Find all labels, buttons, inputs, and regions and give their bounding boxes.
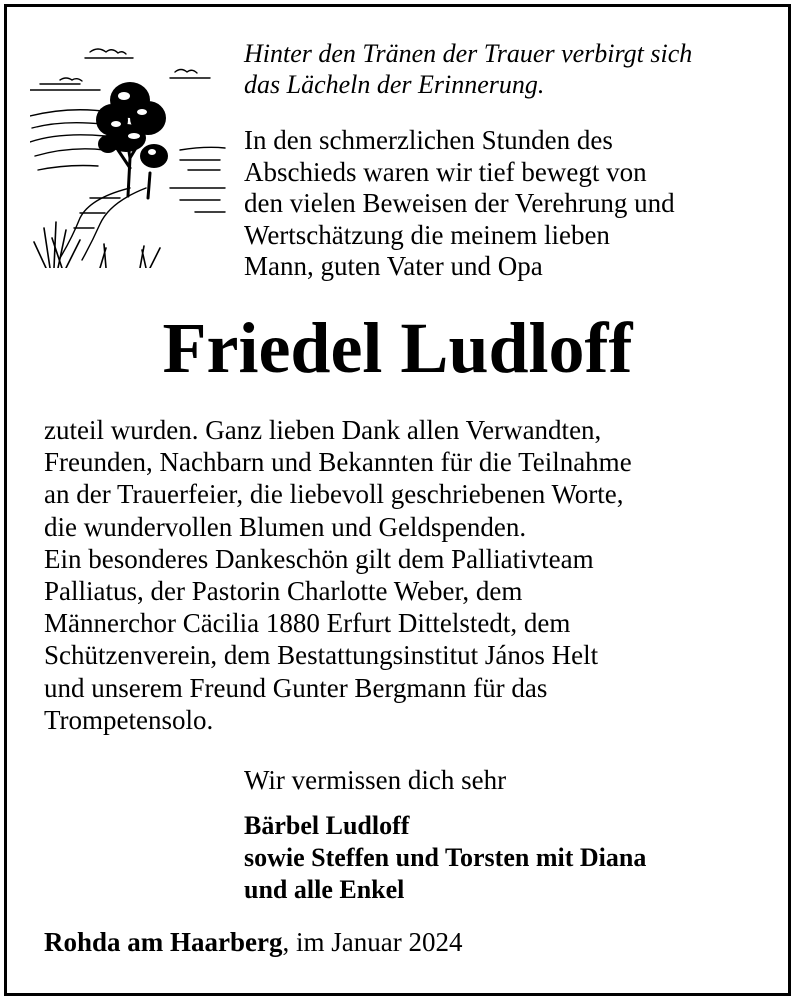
intro-line: Mann, guten Vater und Opa — [244, 251, 543, 281]
thanks-line: an der Trauerfeier, die liebevoll geschriebenen Worte, — [44, 479, 624, 510]
thanks-line: Freunden, Nachbarn und Bekannten für die Teilnahme — [44, 447, 632, 478]
intro-line: Wertschätzung die meinem lieben — [244, 219, 610, 250]
quote-line: Hinter den Tränen der Trauer verbirgt sich — [244, 39, 693, 68]
place-date: , im Januar 2024 — [282, 927, 463, 957]
intro-line: In den schmerzlichen Stunden des — [244, 125, 613, 155]
thanks-line: Schützenverein, dem Bestattungsinstitut János Helt — [44, 640, 599, 671]
thanks-line: die wundervollen Blumen und Geldspenden. — [44, 511, 527, 542]
family-line: Bärbel Ludloff — [244, 811, 410, 840]
signoff: Wir vermissen dich sehr — [244, 765, 507, 795]
thanks-line: zuteil wurden. Ganz lieben Dank allen Verwandten, — [44, 415, 602, 445]
place-location: Rohda am Haarberg — [44, 927, 283, 957]
intro-line: den vielen Beweisen der Verehrung und — [244, 188, 675, 218]
thanks-text — [44, 414, 764, 736]
thanks-line: Ein besonderes Dankeschön gilt dem Palliativteam — [44, 543, 594, 574]
quote — [244, 38, 774, 100]
thanks-line: und unserem Freund Gunter Bergmann für das — [44, 672, 548, 703]
family-line: und alle Enkel — [244, 875, 405, 904]
thanks-line: Palliatus, der Pastorin Charlotte Weber, dem — [44, 576, 523, 607]
intro-text — [244, 125, 774, 283]
intro-line: Abschieds waren wir tief bewegt von — [244, 156, 647, 187]
quote-line: das Lächeln der Erinnerung. — [244, 70, 545, 99]
thanks-line: Männerchor Cäcilia 1880 Erfurt Dittelstedt, dem — [44, 608, 571, 639]
thanks-line: Trompetensolo. — [44, 704, 214, 735]
place-and-date — [44, 926, 462, 958]
family-names — [244, 810, 646, 906]
family-line: sowie Steffen und Torsten mit Diana — [244, 843, 647, 872]
tree-landscape-illustration-icon — [30, 38, 230, 268]
deceased-name: Friedel Ludloff — [162, 308, 633, 388]
